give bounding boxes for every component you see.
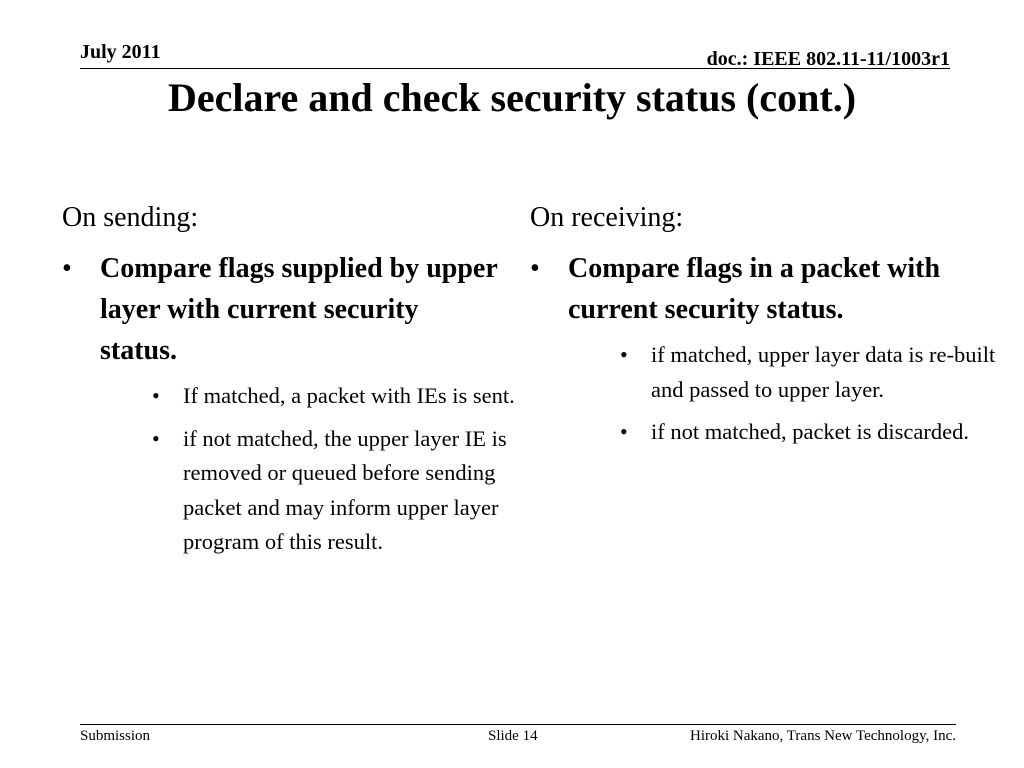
footer-submission: Submission <box>80 728 151 744</box>
bullet-marker: • <box>620 342 628 367</box>
sending-sub-bullet-1 <box>100 379 515 414</box>
receiving-column <box>530 196 996 458</box>
receiving-main-bullet <box>530 248 996 450</box>
header-divider <box>80 68 950 69</box>
bullet-marker: • <box>152 425 160 451</box>
receiving-sub-bullet-1 <box>568 338 996 407</box>
bullet-marker: • <box>620 419 628 444</box>
receiving-sub-bullet-2-text: if not matched, packet is discarded. <box>651 419 970 444</box>
receiving-main-bullet-text: Compare flags in a packet with current security status. <box>568 253 941 325</box>
bullet-marker: • <box>62 253 72 284</box>
sending-main-bullet-text: Compare flags supplied by upper layer with current security status. <box>100 253 498 366</box>
receiving-heading: On receiving: <box>530 202 684 233</box>
receiving-sub-bullet-1-text: if matched, upper layer data is re-built and passed to upper layer. <box>651 342 996 402</box>
sending-sub-bullet-2-text: if not matched, the upper layer IE is removed or queued before sending packet and may inform upper layer program of this result. <box>183 425 507 554</box>
sending-sub-bullet-1-text: If matched, a packet with IEs is sent. <box>183 383 515 408</box>
sending-sub-list <box>100 379 515 560</box>
header-date: July 2011 <box>80 41 161 63</box>
footer-divider <box>80 724 956 725</box>
receiving-sub-bullet-2 <box>568 415 970 450</box>
header-doc-id: doc.: IEEE 802.11-11/1003r1 <box>706 48 950 70</box>
sending-heading: On sending: <box>62 202 199 233</box>
receiving-sub-list <box>568 338 996 450</box>
bullet-marker: • <box>152 383 160 408</box>
sending-main-bullet <box>62 248 515 560</box>
slide-title: Declare and check security status (cont.) <box>167 75 857 120</box>
footer-slide-number: Slide 14 <box>488 728 538 744</box>
sending-column <box>62 196 515 568</box>
bullet-marker: • <box>530 253 540 284</box>
sending-sub-bullet-2 <box>100 422 507 560</box>
footer-author: Hiroki Nakano, Trans New Technology, Inc. <box>690 728 956 744</box>
